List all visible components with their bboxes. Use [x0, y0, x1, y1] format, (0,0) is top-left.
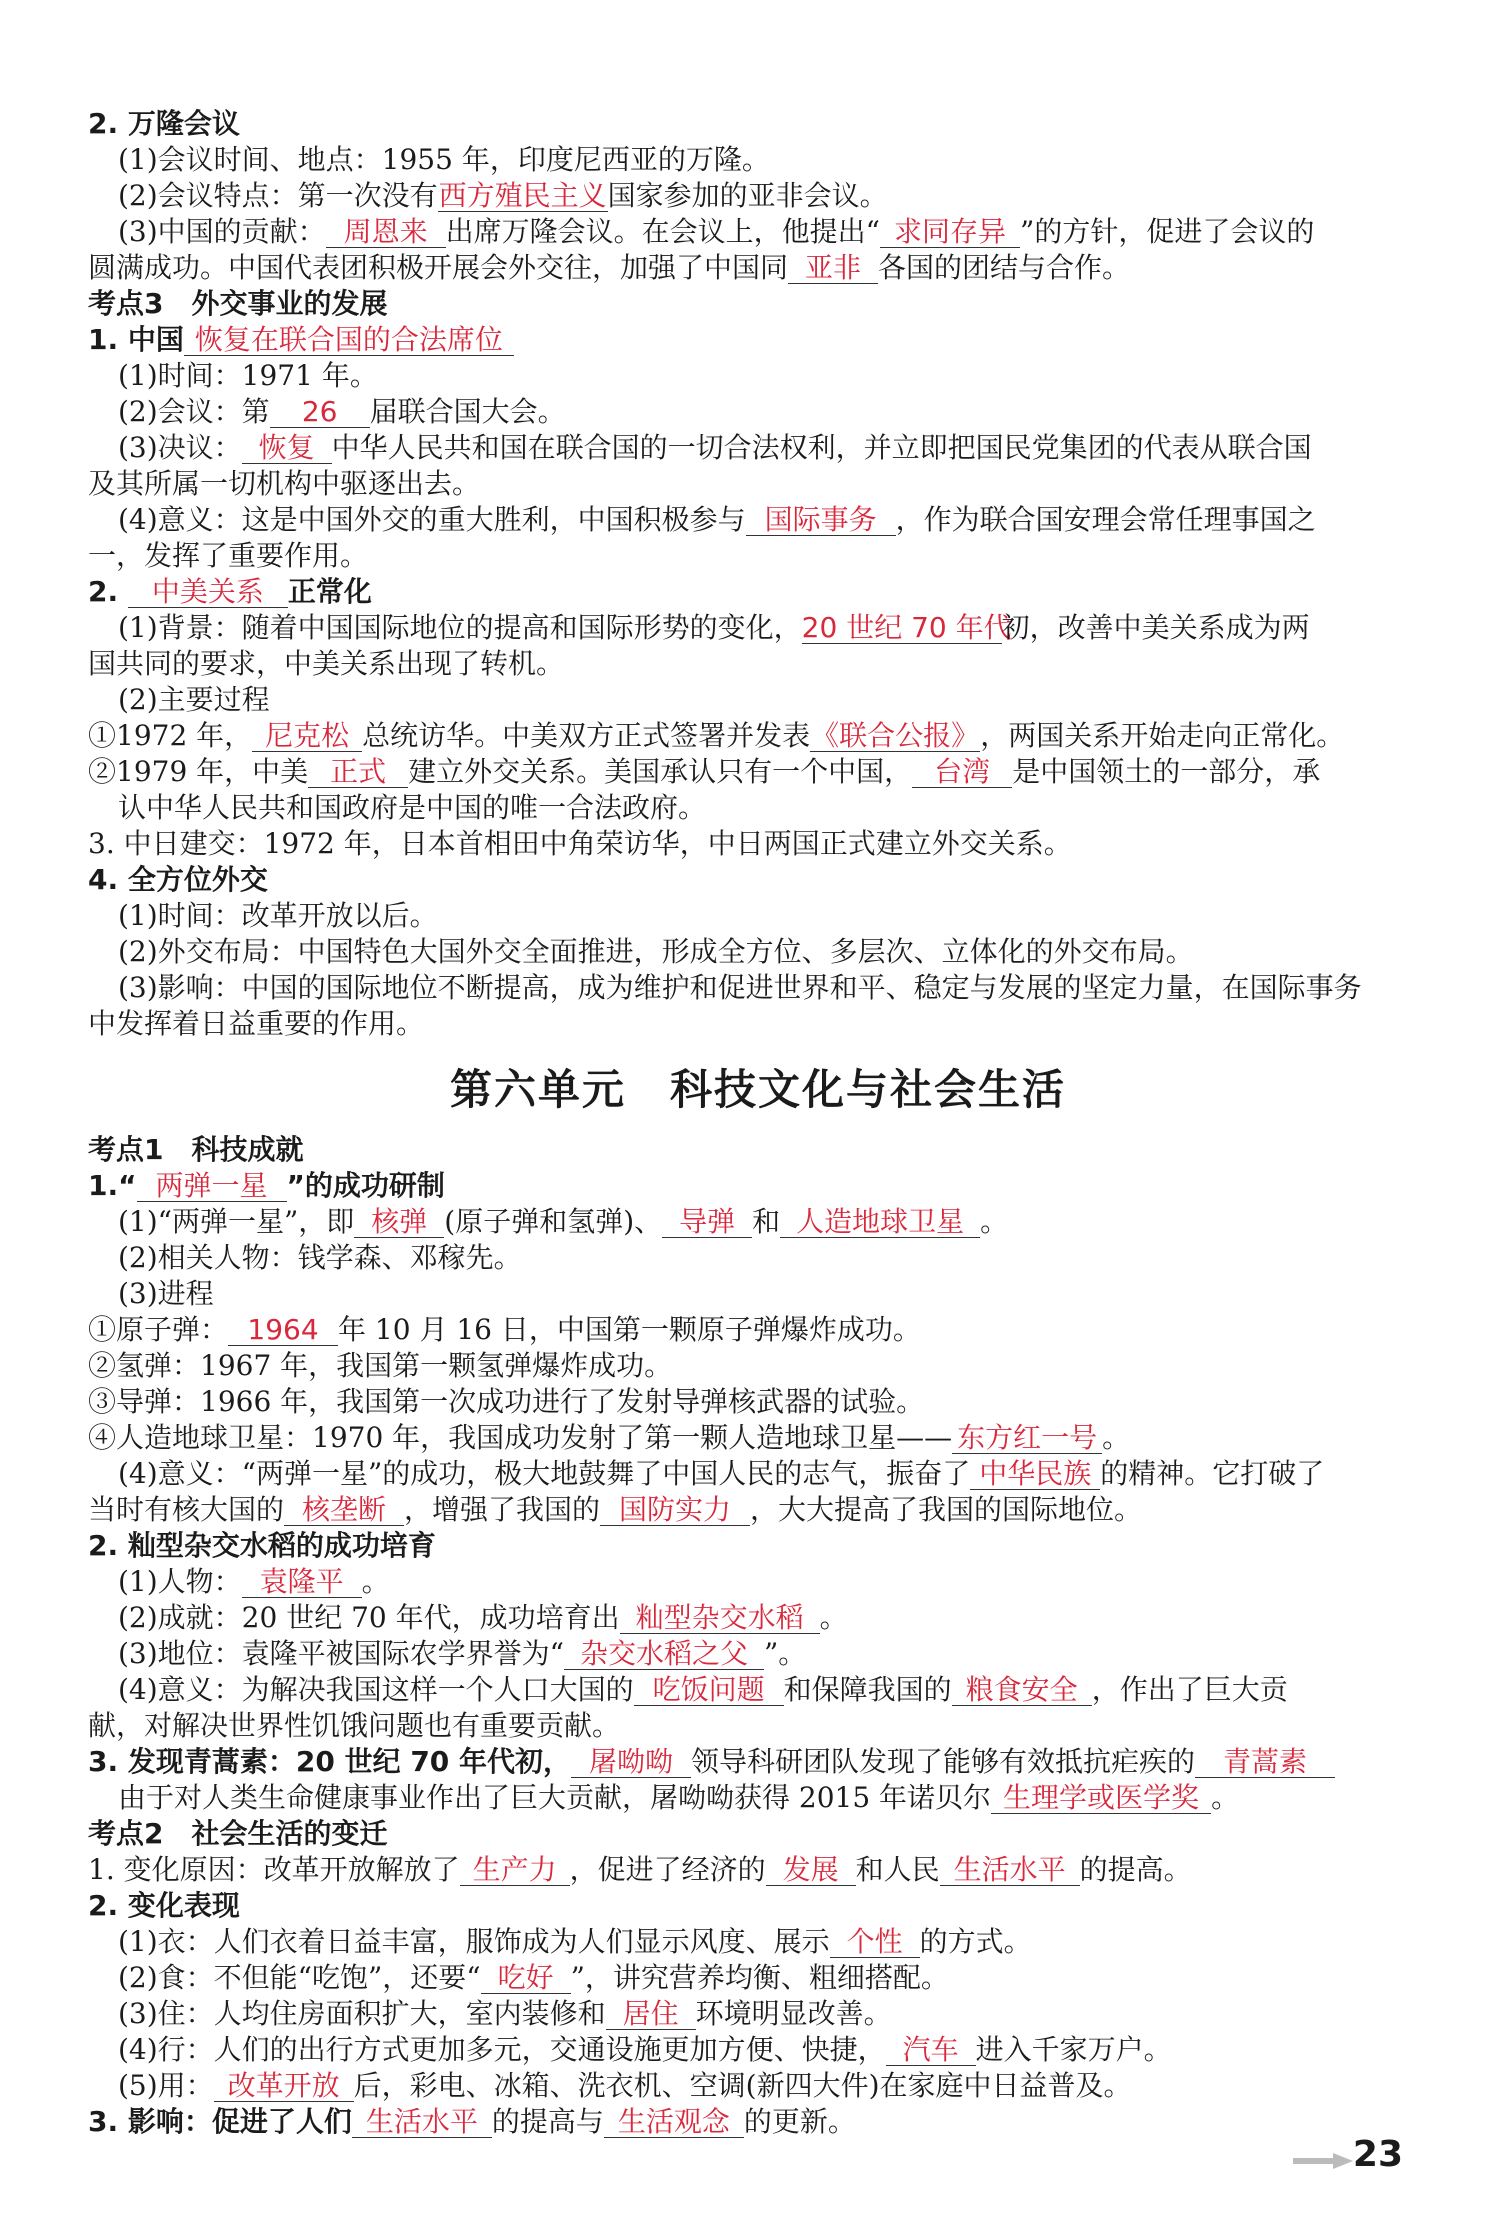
answer-blank: 中美关系 [128, 577, 288, 608]
answer-blank: 1964 [228, 1315, 338, 1346]
answer-blank: 恢复在联合国的合法席位 [184, 325, 514, 356]
text-line: 献，对解决世界性饥饿问题也有重要贡献。 [88, 1709, 621, 1742]
section-heading: 2. 万隆会议 [88, 107, 240, 140]
answer-blank: 求同存异 [880, 217, 1020, 248]
text-line: ①1972 年， 尼克松 总统访华。中美双方正式签署并发表《联合公报》，两国关系开始走向正常化。 [88, 719, 1345, 752]
answer-blank: 正式 [308, 757, 408, 788]
text-line: 认中华人民共和国政府是中国的唯一合法政府。 [118, 791, 707, 824]
answer-blank: 20 世纪 70 年代 [801, 611, 1012, 644]
answer-blank: 汽车 [886, 2035, 976, 2066]
text-line: (4)行：人们的出行方式更加多元，交通设施更加方便、快捷， 汽车 进入千家万户。 [118, 2033, 1172, 2066]
answer-blank: 袁隆平 [242, 1567, 362, 1598]
kaodian-heading: 考点2 社会生活的变迁 [88, 1817, 388, 1850]
kaodian-heading: 考点3 外交事业的发展 [88, 287, 388, 320]
text-line: (1)时间：改革开放以后。 [118, 899, 438, 932]
section-heading: 2. 变化表现 [88, 1889, 240, 1922]
text-line: (3)决议： 恢复 中华人民共和国在联合国的一切合法权利，并立即把国民党集团的代表从联合国 [118, 431, 1312, 464]
text-line: (3)地位：袁隆平被国际农学界誉为“ 杂交水稻之父 ”。 [118, 1637, 807, 1670]
answer-blank: 恢复 [242, 433, 332, 464]
text-line: 一，发挥了重要作用。 [88, 539, 369, 572]
text-line: ③导弹：1966 年，我国第一次成功进行了发射导弹核武器的试验。 [88, 1385, 925, 1418]
text-line: ②氢弹：1967 年，我国第一颗氢弹爆炸成功。 [88, 1349, 673, 1382]
text-line: (1)背景：随着中国国际地位的提高和国际形势的变化，20 世纪 70 年代初，改善中美关系成为两 [118, 611, 1310, 644]
text-line: (3)影响：中国的国际地位不断提高，成为维护和促进世界和平、稳定与发展的坚定力量，在国际事务 [118, 971, 1362, 1004]
answer-blank: 改革开放 [214, 2071, 354, 2102]
text-line: (3)住：人均住房面积扩大，室内装修和 居住 环境明显改善。 [118, 1997, 892, 2030]
text-line: (5)用： 改革开放 后，彩电、冰箱、洗衣机、空调(新四大件)在家庭中日益普及。 [118, 2069, 1132, 2102]
answer-blank: 居住 [606, 1999, 696, 2030]
text-line: 1. 中国 恢复在联合国的合法席位 [88, 322, 1428, 358]
answer-blank: 核垄断 [284, 1495, 404, 1526]
text-line: (1)“两弹一星”，即 核弹 (原子弹和氢弹)、 导弹 和 人造地球卫星 。 [118, 1205, 1009, 1238]
text-line: (2)食：不但能“吃饱”，还要“ 吃好 ”，讲究营养均衡、粗细搭配。 [118, 1961, 949, 1994]
answer-blank: 26 [270, 397, 370, 428]
answer-blank: 生活水平 [940, 1855, 1080, 1886]
answer-blank: 屠呦呦 [571, 1747, 691, 1778]
answer-blank: 生活观念 [604, 2107, 744, 2138]
text-line: 1. 变化原因：改革开放解放了 生产力 ，促进了经济的 发展 和人民 生活水平 的提高。 [88, 1853, 1192, 1886]
text-line: 3. 发现青蒿素：20 世纪 70 年代初， 屠呦呦 领导科研团队发现了能够有效抵抗疟疾的 青蒿素 [88, 1744, 1428, 1780]
text-line: (4)意义：这是中国外交的重大胜利，中国积极参与 国际事务 ，作为联合国安理会常任理事国之 [118, 503, 1316, 536]
answer-blank: 周恩来 [326, 217, 446, 248]
answer-blank: 《联合公报》 [811, 719, 980, 752]
answer-blank: 两弹一星 [137, 1171, 287, 1202]
section-heading: 1.“ 两弹一星 ”的成功研制 [88, 1169, 445, 1202]
text-line: (1)衣：人们衣着日益丰富，服饰成为人们显示风度、展示 个性 的方式。 [118, 1925, 1032, 1958]
arrow-icon [1293, 2153, 1353, 2169]
answer-blank: 导弹 [662, 1207, 752, 1238]
answer-blank: 国际事务 [746, 505, 896, 536]
section-heading: 2. 籼型杂交水稻的成功培育 [88, 1529, 436, 1562]
answer-blank: 东方红一号 [952, 1423, 1102, 1454]
text-line: 3. 中日建交：1972 年，日本首相田中角荣访华，中日两国正式建立外交关系。 [88, 827, 1072, 860]
text-line: (3)中国的贡献： 周恩来 出席万隆会议。在会议上，他提出“ 求同存异 ”的方针，促进了会议的 [118, 215, 1315, 248]
answer-blank: 发展 [766, 1855, 856, 1886]
unit-title: 第六单元 科技文化与社会生活 [449, 1065, 1066, 1114]
text-line: 3. 影响：促进了人们 生活水平 的提高与 生活观念 的更新。 [88, 2105, 856, 2138]
kaodian-heading: 考点1 科技成就 [88, 1133, 304, 1166]
text-line: (2)成就：20 世纪 70 年代，成功培育出 籼型杂交水稻 。 [118, 1601, 848, 1634]
section-heading: 4. 全方位外交 [88, 863, 268, 896]
text-line: 圆满成功。中国代表团积极开展会外交往，加强了中国同 亚非 各国的团结与合作。 [88, 251, 1131, 284]
answer-blank: 核弹 [354, 1207, 444, 1238]
page-number: 23 [1352, 2134, 1403, 2175]
answer-blank: 籼型杂交水稻 [620, 1603, 820, 1634]
answer-blank: 生产力 [460, 1855, 570, 1886]
text-line: (4)意义：为解决我国这样一个人口大国的 吃饭问题 和保障我国的 粮食安全 ，作出了巨大贡 [118, 1673, 1288, 1706]
text-line: (2)主要过程 [118, 683, 270, 716]
text-line: (1)会议时间、地点：1955 年，印度尼西亚的万隆。 [118, 143, 770, 176]
answer-blank: 杂交水稻之父 [564, 1639, 764, 1670]
text-line: (3)进程 [118, 1277, 214, 1310]
text-line: (2)外交布局：中国特色大国外交全面推进，形成全方位、多层次、立体化的外交布局。 [118, 935, 1194, 968]
answer-blank: 生活水平 [352, 2107, 492, 2138]
answer-blank: 粮食安全 [952, 1675, 1092, 1706]
text-line: ④人造地球卫星：1970 年，我国成功发射了第一颗人造地球卫星—— 东方红一号 。 [88, 1421, 1131, 1454]
text-line: 中发挥着日益重要的作用。 [88, 1007, 425, 1040]
text-line: 国共同的要求，中美关系出现了转机。 [88, 647, 565, 680]
answer-blank: 吃饭问题 [634, 1675, 784, 1706]
text-line: (2)相关人物：钱学森、邓稼先。 [118, 1241, 522, 1274]
text-line: 由于对人类生命健康事业作出了巨大贡献，屠呦呦获得 2015 年诺贝尔 生理学或医学奖 。 [118, 1781, 1240, 1814]
text-line: ①原子弹： 1964 年 10 月 16 日，中国第一颗原子弹爆炸成功。 [88, 1313, 921, 1346]
text-line: ②1979 年，中美 正式 建立外交关系。美国承认只有一个中国， 台湾 是中国领土的一部分，承 [88, 755, 1321, 788]
text-line: (1)时间：1971 年。 [118, 359, 378, 392]
answer-blank: 青蒿素 [1195, 1747, 1335, 1778]
answer-blank: 生理学或医学奖 [991, 1783, 1211, 1814]
text-line: (2)会议特点：第一次没有西方殖民主义国家参加的亚非会议。 [118, 179, 888, 212]
page-body [88, 106, 1428, 2140]
text-line: (4)意义：“两弹一星”的成功，极大地鼓舞了中国人民的志气，振奋了 中华民族 的精神。它打破了 [118, 1457, 1325, 1490]
text-line: 当时有核大国的 核垄断 ，增强了我国的 国防实力 ，大大提高了我国的国际地位。 [88, 1493, 1143, 1526]
answer-blank: 中华民族 [970, 1459, 1100, 1490]
text-line: 及其所属一切机构中驱逐出去。 [88, 467, 481, 500]
answer-blank: 亚非 [788, 253, 878, 284]
text-line: (1)人物： 袁隆平 。 [118, 1565, 390, 1598]
answer-blank: 吃好 [481, 1963, 571, 1994]
text-line: (2)会议：第 26 届联合国大会。 [118, 395, 566, 428]
section-heading: 2. 中美关系 正常化 [88, 575, 372, 608]
answer-blank: 台湾 [912, 757, 1012, 788]
answer-blank: 人造地球卫星 [780, 1207, 980, 1238]
answer-blank: 国防实力 [600, 1495, 750, 1526]
answer-blank: 尼克松 [252, 721, 362, 752]
answer-blank: 西方殖民主义 [438, 179, 607, 212]
answer-blank: 个性 [830, 1927, 920, 1958]
